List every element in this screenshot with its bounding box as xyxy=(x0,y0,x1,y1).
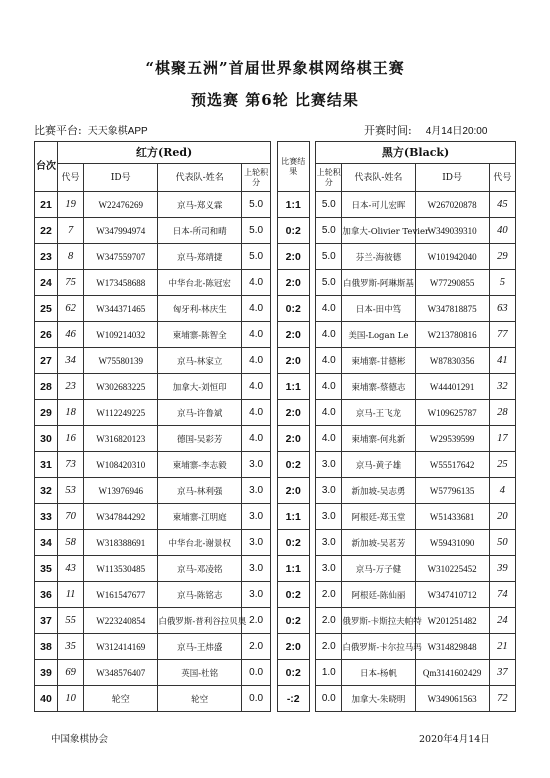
black-team: 阿根廷-郑玉堂 xyxy=(342,504,415,530)
red-code: 75 xyxy=(58,270,84,296)
red-id: W347844292 xyxy=(84,504,158,530)
red-team: 柬埔寨-李志毅 xyxy=(158,452,242,478)
red-id: W348576407 xyxy=(84,660,158,686)
black-team: 柬埔寨-甘德彬 xyxy=(342,348,415,374)
black-id: W77290855 xyxy=(415,270,489,296)
header-black-team: 代表队-姓名 xyxy=(342,164,415,192)
match-result: 2:0 xyxy=(277,400,309,426)
table-number: 38 xyxy=(35,634,58,660)
red-prev-score: 4.0 xyxy=(242,348,271,374)
black-id: W29539599 xyxy=(415,426,489,452)
black-code: 39 xyxy=(489,556,515,582)
black-code: 21 xyxy=(489,634,515,660)
black-prev-score: 5.0 xyxy=(316,192,342,218)
red-id: W318388691 xyxy=(84,530,158,556)
red-team: 匈牙利-林庆生 xyxy=(158,296,242,322)
black-code: 45 xyxy=(489,192,515,218)
red-code: 69 xyxy=(58,660,84,686)
red-prev-score: 3.0 xyxy=(242,478,271,504)
table-number: 37 xyxy=(35,608,58,634)
red-id: W113530485 xyxy=(84,556,158,582)
red-prev-score: 4.0 xyxy=(242,374,271,400)
black-code: 63 xyxy=(489,296,515,322)
platform-label: 比赛平台: xyxy=(34,124,82,137)
header-black-prev: 上轮积分 xyxy=(316,164,342,192)
table-number: 33 xyxy=(35,504,58,530)
red-code: 16 xyxy=(58,426,84,452)
header-red-id: ID号 xyxy=(84,164,158,192)
match-result: -:2 xyxy=(277,686,309,712)
red-team: 京马-郑义霖 xyxy=(158,192,242,218)
black-code: 72 xyxy=(489,686,515,712)
red-code: 10 xyxy=(58,686,84,712)
black-team: 白俄罗斯-阿琳斯基 xyxy=(342,270,415,296)
red-id: W173458688 xyxy=(84,270,158,296)
black-prev-score: 2.0 xyxy=(316,634,342,660)
black-id: W101942040 xyxy=(415,244,489,270)
red-team: 京马-邓凌铭 xyxy=(158,556,242,582)
red-prev-score: 4.0 xyxy=(242,322,271,348)
table-number: 31 xyxy=(35,452,58,478)
black-prev-score: 4.0 xyxy=(316,322,342,348)
red-prev-score: 0.0 xyxy=(242,660,271,686)
red-code: 18 xyxy=(58,400,84,426)
table-number: 29 xyxy=(35,400,58,426)
black-id: W347818875 xyxy=(415,296,489,322)
black-prev-score: 5.0 xyxy=(316,218,342,244)
match-result: 1:1 xyxy=(277,556,309,582)
black-prev-score: 2.0 xyxy=(316,608,342,634)
match-result: 2:0 xyxy=(277,244,309,270)
match-result: 0:2 xyxy=(277,218,309,244)
red-prev-score: 3.0 xyxy=(242,530,271,556)
black-prev-score: 4.0 xyxy=(316,400,342,426)
table-row xyxy=(35,374,516,400)
black-prev-score: 4.0 xyxy=(316,348,342,374)
black-id: W44401291 xyxy=(415,374,489,400)
table-row xyxy=(35,270,516,296)
table-number: 30 xyxy=(35,426,58,452)
black-team: 京马-万子健 xyxy=(342,556,415,582)
table-row xyxy=(35,322,516,348)
table-row xyxy=(35,582,516,608)
match-result: 0:2 xyxy=(277,582,309,608)
black-team: 京马-王飞龙 xyxy=(342,400,415,426)
match-result: 0:2 xyxy=(277,660,309,686)
match-result: 2:0 xyxy=(277,426,309,452)
red-prev-score: 3.0 xyxy=(242,556,271,582)
black-id: W347410712 xyxy=(415,582,489,608)
red-code: 7 xyxy=(58,218,84,244)
red-prev-score: 4.0 xyxy=(242,296,271,322)
black-team: 柬埔寨-蔡德志 xyxy=(342,374,415,400)
red-team: 京马-林利强 xyxy=(158,478,242,504)
table-row xyxy=(35,556,516,582)
start-time-value: 4月14日20:00 xyxy=(425,126,488,137)
red-id: W344371465 xyxy=(84,296,158,322)
black-team: 芬兰-海彼德 xyxy=(342,244,415,270)
red-code: 58 xyxy=(58,530,84,556)
black-code: 29 xyxy=(489,244,515,270)
match-result: 2:0 xyxy=(277,478,309,504)
red-code: 46 xyxy=(58,322,84,348)
red-id: W312414169 xyxy=(84,634,158,660)
black-team: 新加坡-吴志勇 xyxy=(342,478,415,504)
header-black: 黑方(Black) xyxy=(316,142,516,164)
red-team: 德国-吴彩芳 xyxy=(158,426,242,452)
red-code: 23 xyxy=(58,374,84,400)
red-prev-score: 2.0 xyxy=(242,634,271,660)
black-id: W59431090 xyxy=(415,530,489,556)
red-team: 日本-所司和晴 xyxy=(158,218,242,244)
black-id: W109625787 xyxy=(415,400,489,426)
black-code: 5 xyxy=(489,270,515,296)
red-id: W109214032 xyxy=(84,322,158,348)
red-code: 70 xyxy=(58,504,84,530)
red-prev-score: 3.0 xyxy=(242,504,271,530)
red-prev-score: 4.0 xyxy=(242,400,271,426)
black-code: 50 xyxy=(489,530,515,556)
red-team: 柬埔寨-江明庭 xyxy=(158,504,242,530)
table-row xyxy=(35,504,516,530)
red-team: 英国-杜铭 xyxy=(158,660,242,686)
black-team: 日本-可儿宏晖 xyxy=(342,192,415,218)
red-id: W347994974 xyxy=(84,218,158,244)
black-prev-score: 5.0 xyxy=(316,270,342,296)
platform-info xyxy=(34,122,148,138)
page-title: “棋聚五洲”首届世界象棋网络棋王赛 xyxy=(145,59,405,77)
red-team: 中华台北-陈冠宏 xyxy=(158,270,242,296)
red-team: 轮空 xyxy=(158,686,242,712)
black-team: 美国-Logan Le xyxy=(342,322,415,348)
header-red-code: 代号 xyxy=(58,164,84,192)
black-id: W213780816 xyxy=(415,322,489,348)
match-result: 0:2 xyxy=(277,608,309,634)
table-row xyxy=(35,218,516,244)
red-id: W108420310 xyxy=(84,452,158,478)
header-result: 比赛结果 xyxy=(277,142,309,192)
table-row xyxy=(35,452,516,478)
match-result: 0:2 xyxy=(277,530,309,556)
table-number: 24 xyxy=(35,270,58,296)
red-code: 55 xyxy=(58,608,84,634)
black-id: W51433681 xyxy=(415,504,489,530)
black-team: 加拿大-Olivier Tevier xyxy=(342,218,415,244)
black-code: 24 xyxy=(489,608,515,634)
table-row xyxy=(35,634,516,660)
table-number: 34 xyxy=(35,530,58,556)
black-prev-score: 2.0 xyxy=(316,582,342,608)
black-team: 柬埔寨-何兆新 xyxy=(342,426,415,452)
black-team: 新加坡-吴茗芳 xyxy=(342,530,415,556)
red-id: W316820123 xyxy=(84,426,158,452)
table-number: 23 xyxy=(35,244,58,270)
header-red-prev: 上轮积分 xyxy=(242,164,271,192)
match-result: 0:2 xyxy=(277,452,309,478)
black-id: Qm3141602429 xyxy=(415,660,489,686)
black-prev-score: 5.0 xyxy=(316,244,342,270)
table-row xyxy=(35,686,516,712)
table-number: 40 xyxy=(35,686,58,712)
table-row xyxy=(35,530,516,556)
match-result: 2:0 xyxy=(277,348,309,374)
table-row xyxy=(35,478,516,504)
table-number: 35 xyxy=(35,556,58,582)
red-team: 加拿大-刘恒印 xyxy=(158,374,242,400)
red-code: 8 xyxy=(58,244,84,270)
red-team: 中华台北-谢景权 xyxy=(158,530,242,556)
red-prev-score: 3.0 xyxy=(242,582,271,608)
footer-date: 2020年4月14日 xyxy=(419,734,490,745)
black-code: 25 xyxy=(489,452,515,478)
match-result: 1:1 xyxy=(277,504,309,530)
black-id: W314829848 xyxy=(415,634,489,660)
red-id: W112249225 xyxy=(84,400,158,426)
red-team: 柬埔寨-陈智全 xyxy=(158,322,242,348)
table-row xyxy=(35,426,516,452)
black-code: 37 xyxy=(489,660,515,686)
table-row xyxy=(35,296,516,322)
red-prev-score: 5.0 xyxy=(242,244,271,270)
table-row xyxy=(35,400,516,426)
red-code: 19 xyxy=(58,192,84,218)
black-code: 41 xyxy=(489,348,515,374)
table-number: 27 xyxy=(35,348,58,374)
match-result: 1:1 xyxy=(277,374,309,400)
table-number: 32 xyxy=(35,478,58,504)
black-id: W87830356 xyxy=(415,348,489,374)
black-team: 白俄罗斯-卡尔拉马玛 xyxy=(342,634,415,660)
red-team: 京马-许鲁斌 xyxy=(158,400,242,426)
header-black-id: ID号 xyxy=(415,164,489,192)
table-row xyxy=(35,192,516,218)
header-red: 红方(Red) xyxy=(58,142,271,164)
red-prev-score: 0.0 xyxy=(242,686,271,712)
black-team: 阿根廷-陈仙丽 xyxy=(342,582,415,608)
table-number: 26 xyxy=(35,322,58,348)
black-id: W201251482 xyxy=(415,608,489,634)
match-result: 2:0 xyxy=(277,634,309,660)
black-prev-score: 0.0 xyxy=(316,686,342,712)
table-number: 28 xyxy=(35,374,58,400)
black-id: W349061563 xyxy=(415,686,489,712)
start-time-info xyxy=(364,122,487,138)
red-id: W223240854 xyxy=(84,608,158,634)
black-prev-score: 4.0 xyxy=(316,374,342,400)
black-id: W349039310 xyxy=(415,218,489,244)
results-table xyxy=(34,141,516,712)
red-id: W347559707 xyxy=(84,244,158,270)
black-prev-score: 1.0 xyxy=(316,660,342,686)
black-prev-score: 4.0 xyxy=(316,296,342,322)
black-prev-score: 3.0 xyxy=(316,530,342,556)
footer-organizer: 中国象棋协会 xyxy=(51,734,109,745)
black-prev-score: 3.0 xyxy=(316,504,342,530)
red-code: 43 xyxy=(58,556,84,582)
red-id: W161547677 xyxy=(84,582,158,608)
black-code: 32 xyxy=(489,374,515,400)
header-table-no: 台次 xyxy=(35,142,58,192)
red-team: 京马-林家立 xyxy=(158,348,242,374)
black-team: 俄罗斯-卡斯拉夫帕特 xyxy=(342,608,415,634)
black-team: 加拿大-朱晓明 xyxy=(342,686,415,712)
table-number: 36 xyxy=(35,582,58,608)
red-team: 京马-郑靖捷 xyxy=(158,244,242,270)
red-prev-score: 5.0 xyxy=(242,192,271,218)
black-team: 日本-杨帆 xyxy=(342,660,415,686)
table-row xyxy=(35,608,516,634)
black-code: 20 xyxy=(489,504,515,530)
red-id: W302683225 xyxy=(84,374,158,400)
black-id: W267020878 xyxy=(415,192,489,218)
black-id: W55517642 xyxy=(415,452,489,478)
black-code: 28 xyxy=(489,400,515,426)
red-team: 白俄罗斯-普利谷拉贝奥 xyxy=(158,608,242,634)
red-prev-score: 4.0 xyxy=(242,426,271,452)
red-prev-score: 3.0 xyxy=(242,452,271,478)
black-prev-score: 4.0 xyxy=(316,426,342,452)
match-result: 0:2 xyxy=(277,296,309,322)
red-id: W22476269 xyxy=(84,192,158,218)
red-team: 京马-陈铭志 xyxy=(158,582,242,608)
black-id: W57796135 xyxy=(415,478,489,504)
table-number: 21 xyxy=(35,192,58,218)
table-row xyxy=(35,348,516,374)
table-number: 22 xyxy=(35,218,58,244)
red-team: 京马-王炜盛 xyxy=(158,634,242,660)
black-code: 74 xyxy=(489,582,515,608)
red-code: 34 xyxy=(58,348,84,374)
header-red-team: 代表队-姓名 xyxy=(158,164,242,192)
black-team: 京马-黄子雄 xyxy=(342,452,415,478)
red-id: W75580139 xyxy=(84,348,158,374)
table-number: 25 xyxy=(35,296,58,322)
black-code: 17 xyxy=(489,426,515,452)
black-code: 40 xyxy=(489,218,515,244)
match-result: 1:1 xyxy=(277,192,309,218)
red-id: W13976946 xyxy=(84,478,158,504)
red-id: 轮空 xyxy=(84,686,158,712)
red-code: 62 xyxy=(58,296,84,322)
match-result: 2:0 xyxy=(277,322,309,348)
page-subtitle: 预选赛 第6轮 比赛结果 xyxy=(191,91,359,109)
table-number: 39 xyxy=(35,660,58,686)
start-time-label: 开赛时间: xyxy=(364,124,412,137)
platform-value: 天天象棋APP xyxy=(87,126,148,137)
black-code: 77 xyxy=(489,322,515,348)
red-code: 73 xyxy=(58,452,84,478)
red-code: 11 xyxy=(58,582,84,608)
black-id: W310225452 xyxy=(415,556,489,582)
table-row xyxy=(35,244,516,270)
red-code: 35 xyxy=(58,634,84,660)
table-row xyxy=(35,660,516,686)
red-code: 53 xyxy=(58,478,84,504)
black-code: 4 xyxy=(489,478,515,504)
black-team: 日本-田中笃 xyxy=(342,296,415,322)
header-black-code: 代号 xyxy=(489,164,515,192)
red-prev-score: 4.0 xyxy=(242,270,271,296)
black-prev-score: 3.0 xyxy=(316,452,342,478)
black-prev-score: 3.0 xyxy=(316,478,342,504)
red-prev-score: 5.0 xyxy=(242,218,271,244)
black-prev-score: 3.0 xyxy=(316,556,342,582)
match-result: 2:0 xyxy=(277,270,309,296)
red-prev-score: 2.0 xyxy=(242,608,271,634)
